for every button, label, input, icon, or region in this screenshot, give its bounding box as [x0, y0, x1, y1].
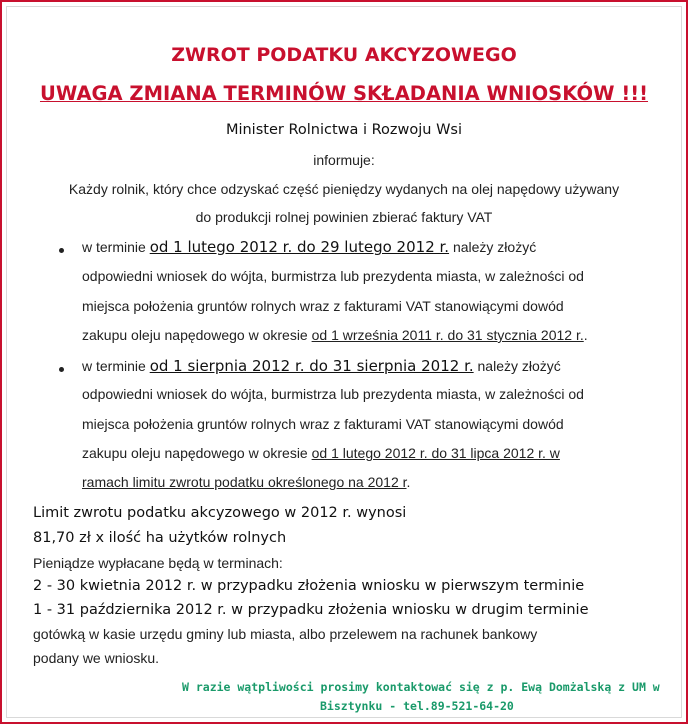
bullet2-period: od 1 lutego 2012 r. do 31 lipca 2012 r. w [311, 445, 560, 461]
bullet1-line-4 [82, 327, 588, 343]
bullet1-line4-prefix: zakupu oleju napędowego w okresie [82, 327, 312, 343]
bullet2-period-cont: ramach limitu zwrotu podatku określonego na 2012 r [82, 474, 407, 490]
page-title: ZWROT PODATKU AKCYZOWEGO [171, 44, 517, 66]
bullet2-line5-end: . [406, 474, 411, 490]
bullet2-line-1 [82, 357, 561, 375]
limit-line-2: 81,70 zł x ilość ha użytków rolnych [33, 530, 287, 546]
bullet1-line-1 [82, 238, 536, 256]
limit-line-1: Limit zwrotu podatku akcyzowego w 2012 r. wynosi [33, 505, 407, 521]
bullet2-dates: od 1 sierpnia 2012 r. do 31 sierpnia 2012 r. [149, 357, 474, 375]
bullet-marker-1 [59, 248, 64, 253]
bullet2-line-3: miejsca położenia gruntów rolnych wraz z fakturami VAT stanowiącymi dowód [82, 416, 564, 432]
informs-line: informuje: [313, 152, 375, 168]
bullet-marker-2 [59, 367, 64, 372]
payment-method-1: gotówką w kasie urzędu gminy lub miasta, albo przelewem na rachunek bankowy [33, 626, 538, 642]
intro-line-2: do produkcji rolnej powinien zbierać faktury VAT [195, 209, 493, 225]
bullet2-line4-prefix: zakupu oleju napędowego w okresie [82, 445, 312, 461]
bullet2-line-2: odpowiedni wniosek do wójta, burmistrza lub prezydenta miasta, w zależności od [82, 386, 584, 402]
contact-line-1: W razie wątpliwości prosimy kontaktować się z p. Ewą Domżalską z UM w [182, 680, 660, 694]
bullet1-line-3: miejsca położenia gruntów rolnych wraz z fakturami VAT stanowiącymi dowód [82, 298, 564, 314]
bullet1-line-2: odpowiedni wniosek do wójta, burmistrza lub prezydenta miasta, w zależności od [82, 268, 584, 284]
bullet1-after: należy złożyć [449, 239, 537, 255]
contact-line-2: Bisztynku - tel.89-521-64-20 [320, 699, 514, 713]
bullet1-dates: od 1 lutego 2012 r. do 29 lutego 2012 r. [149, 238, 450, 256]
minister-line: Minister Rolnictwa i Rozwoju Wsi [225, 122, 463, 138]
bullet2-after: należy złożyć [473, 358, 561, 374]
payment-term-2: 1 - 31 października 2012 r. w przypadku złożenia wniosku w drugim terminie [33, 602, 589, 618]
bullet1-line4-end: . [583, 327, 588, 343]
bullet1-prefix: w terminie [82, 239, 150, 255]
payments-label: Pieniądze wypłacane będą w terminach: [33, 555, 283, 571]
bullet2-line-4 [82, 445, 560, 461]
bullet1-period: od 1 września 2011 r. do 31 stycznia 2012 r. [311, 327, 584, 343]
payment-method-2: podany we wniosku. [33, 650, 160, 666]
notice-heading: UWAGA ZMIANA TERMINÓW SKŁADANIA WNIOSKÓW !!! [39, 82, 649, 105]
intro-line-1: Każdy rolnik, który chce odzyskać część pieniędzy wydanych na olej napędowy używany [68, 181, 620, 197]
bullet2-prefix: w terminie [82, 358, 150, 374]
payment-term-1: 2 - 30 kwietnia 2012 r. w przypadku złożenia wniosku w pierwszym terminie [33, 578, 585, 594]
bullet2-line-5 [82, 474, 410, 490]
